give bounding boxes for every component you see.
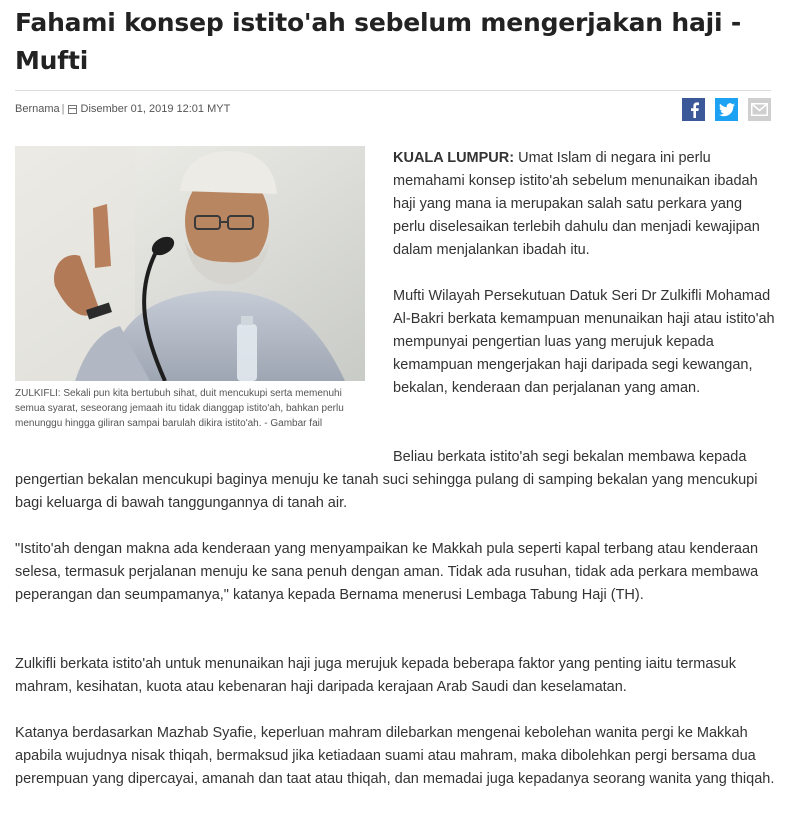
- paragraph-2: Mufti Wilayah Persekutuan Datuk Seri Dr Zulkifli Mohamad Al-Bakri berkata kemampuan menunaikan haji atau istito'ah mempunyai pengertian luas yang merujuk kepada kemampuan mengerjakan haji daripada segi kewangan, bekalan, kenderaan dan perjalanan yang aman.: [393, 288, 775, 396]
- article-source: Bernama: [15, 103, 60, 115]
- paragraph-3-text: Beliau berkata istito'ah segi bekalan membawa kepada pengertian bekalan mencukupi baginya menuju ke tanah suci sehingga pulang di samping bekalan yang mencukupi bagi keluarga di bawah tanggungannya di tanah air.: [15, 449, 758, 511]
- paragraph-3: [15, 446, 775, 515]
- dateline: KUALA LUMPUR:: [393, 150, 515, 166]
- article-date: Disember 01, 2019 12:01 MYT: [80, 103, 231, 115]
- facebook-icon: [688, 102, 700, 118]
- meta-separator: |: [61, 103, 65, 115]
- twitter-share-button[interactable]: [715, 98, 738, 121]
- paragraph-1: [393, 147, 777, 262]
- facebook-share-button[interactable]: [682, 98, 705, 121]
- paragraph-6: Katanya berdasarkan Mazhab Syafie, keperluan mahram dilebarkan mengenai kebolehan wanita pergi ke Makkah apabila wujudnya nisak thiqah, bermaksud jika ketiadaan suami atau mahram, maka dibolehkan pergi bersama dua perempuan yang dipercayai, amanah dan taat atau thiqah, dan memadai juga kepadanya seorang wanita yang thiqah.: [15, 725, 775, 787]
- email-share-button[interactable]: [748, 98, 771, 121]
- share-bar: [682, 98, 771, 121]
- article-title: Fahami konsep istito'ah sebelum mengerjakan haji - Mufti: [15, 8, 742, 75]
- photo-caption: ZULKIFLI: Sekali pun kita bertubuh sihat, duit mencukupi serta memenuhi semua syarat, seseorang jemaah itu tidak dianggap istito'ah, bahkan perlu menunggu hingga giliran sampai barulah dikira istito'ah. - Gambar fail: [15, 388, 344, 429]
- paragraph-5: Zulkifli berkata istito'ah untuk menunaikan haji juga merujuk kepada beberapa faktor yang penting iaitu termasuk mahram, kesihatan, kuota atau kebenaran haji daripada kerajaan Arab Saudi dan keselamatan.: [15, 656, 736, 695]
- article-meta: [15, 102, 230, 116]
- calendar-icon: [68, 105, 77, 114]
- paragraph-1-text: Umat Islam di negara ini perlu memahami konsep istito'ah sebelum menunaikan ibadah haji yang mana ia merupakan salah satu perkara yang perlu diselesaikan terlebih dahulu dan menjadi kewajipan dalam menjalankan ibadah itu.: [393, 150, 760, 258]
- email-icon: [751, 103, 768, 116]
- paragraph-4: "Istito'ah dengan makna ada kenderaan yang menyampaikan ke Makkah pula seperti kapal terbang atau kenderaan selesa, termasuk perjalanan menuju ke sana penuh dengan aman. Tidak ada rusuhan, tidak ada perkara membawa peperangan dan seumpamanya," katanya kepada Bernama menerusi Lembaga Tabung Haji (TH).: [15, 541, 759, 603]
- twitter-icon: [719, 103, 735, 117]
- article-photo: [15, 146, 365, 381]
- title-divider: [15, 90, 771, 91]
